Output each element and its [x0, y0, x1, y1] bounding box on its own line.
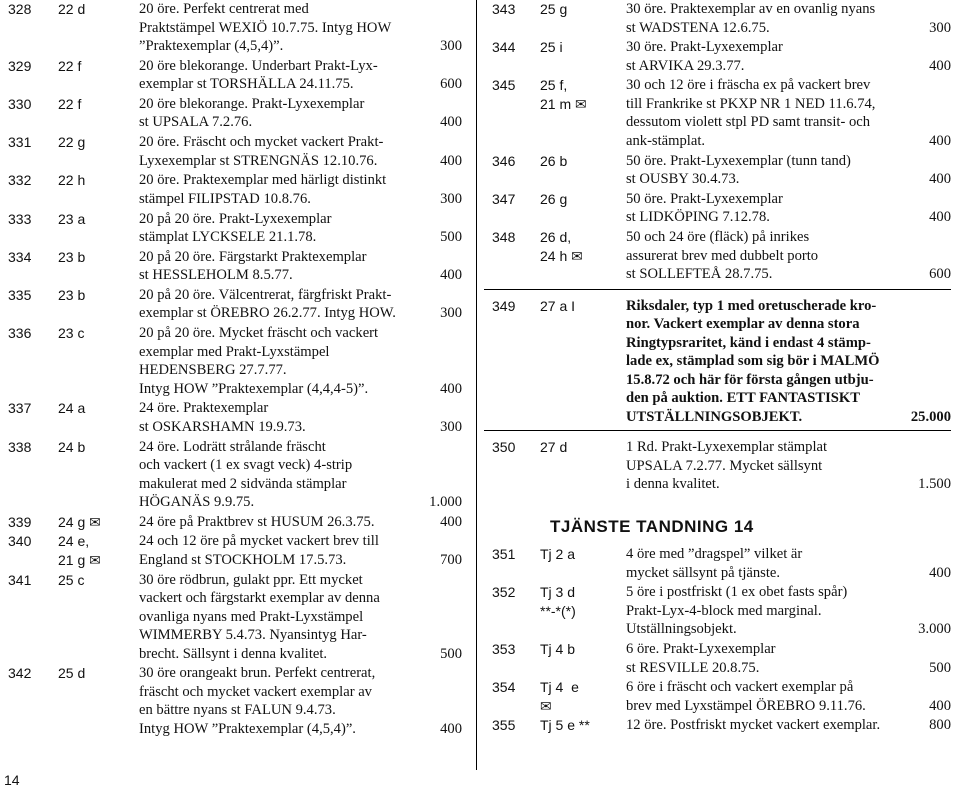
catalog-number: 24 e, 21 g ✉ — [58, 533, 101, 568]
description-line: 20 på 20 öre. Färgstarkt Praktexemplar — [139, 248, 367, 265]
lot-description — [626, 0, 875, 37]
description-line: nor. Vackert exemplar av denna stora — [626, 316, 860, 333]
catalog-number: 24 a — [58, 400, 86, 417]
catalog-number: 23 b — [58, 248, 86, 265]
catalog-number: Tj 5 e ** — [540, 717, 590, 734]
lot-description — [626, 716, 880, 735]
description-line: makulerat med 2 sidvända stämplar — [139, 475, 347, 492]
description-line: st OSKARSHAMN 19.9.73. — [139, 418, 306, 435]
description-line: 20 öre. Fräscht och mycket vackert Prakt- — [139, 134, 384, 151]
description-line: HEDENSBERG 27.7.77. — [139, 362, 287, 379]
description-line: 30 och 12 öre i fräscha ex på vackert brev — [626, 77, 871, 94]
lot-number: 329 — [8, 57, 32, 74]
description-line: England st STOCKHOLM 17.5.73. — [139, 551, 347, 568]
lot-number: 343 — [492, 1, 516, 17]
description-line: st RESVILLE 20.8.75. — [626, 659, 760, 676]
lot-price: 400 — [929, 564, 951, 581]
lot-description — [139, 513, 375, 532]
lot-price: 25.000 — [910, 408, 951, 425]
description-line: 50 öre. Prakt-Lyxexemplar — [626, 190, 783, 207]
catalog-number: 26 g — [540, 190, 568, 207]
catalog-number: Tj 3 d **-*(*) — [540, 584, 576, 619]
lot-number: 330 — [8, 95, 32, 112]
lot-number: 328 — [8, 1, 32, 17]
description-line: 6 öre. Prakt-Lyxexemplar — [626, 641, 776, 657]
lot-price: 800 — [929, 717, 951, 734]
description-line: 20 öre blekorange. Underbart Prakt-Lyx- — [139, 57, 378, 74]
lot-description — [139, 399, 306, 436]
lot-description — [139, 133, 383, 170]
lot-price: 400 — [929, 209, 951, 226]
lot-description — [626, 228, 818, 284]
description-line: Praktstämpel WEXIÖ 10.7.75. Intyg HOW — [139, 19, 392, 36]
description-line: och vackert (1 ex svagt veck) 4-strip — [139, 457, 353, 473]
lot-number: 334 — [8, 248, 32, 265]
catalog-number: 25 d — [58, 665, 86, 682]
lot-description — [139, 210, 332, 247]
description-line: 20 på 20 öre. Mycket fräscht och vackert — [139, 325, 379, 342]
lot-price: 300 — [929, 19, 951, 36]
separator-line — [484, 289, 951, 290]
lot-description — [139, 57, 378, 94]
catalog-number: 25 f, 21 m ✉ — [540, 77, 587, 112]
description-line: 12 öre. Postfriskt mycket vackert exemplar. — [626, 717, 881, 734]
lot-price: 700 — [440, 551, 462, 568]
lot-number: 340 — [8, 533, 32, 550]
description-line: en bättre nyans st FALUN 9.4.73. — [139, 702, 336, 719]
description-line: 5 öre i postfriskt (1 ex obet fasts spår) — [626, 584, 848, 601]
description-line: 15.8.72 och här för första gången utbju- — [626, 371, 874, 388]
description-line: 20 på 20 öre. Prakt-Lyxexemplar — [139, 210, 332, 227]
lot-description — [139, 95, 364, 132]
lot-number: 333 — [8, 210, 32, 227]
description-line: ank-stämplat. — [626, 132, 706, 149]
catalog-number: Tj 4 e ✉ — [540, 679, 579, 714]
catalog-number: 24 b — [58, 438, 86, 455]
lot-number: 345 — [492, 77, 516, 94]
lot-description — [139, 324, 378, 398]
lot-number: 331 — [8, 134, 32, 151]
lot-number: 351 — [492, 546, 516, 563]
description-line: 30 öre rödbrun, gulakt ppr. Ett mycket — [139, 571, 363, 588]
description-line: stämpel FILIPSTAD 10.8.76. — [139, 190, 311, 207]
description-line: 6 öre i fräscht och vackert exemplar på — [626, 679, 854, 696]
lot-number: 344 — [492, 39, 516, 56]
lot-price: 400 — [929, 171, 951, 188]
catalog-number: 26 d, 24 h ✉ — [540, 229, 583, 264]
catalog-number: 27 d — [540, 439, 568, 456]
catalog-number: Tj 2 a — [540, 546, 576, 563]
description-line: Prakt-Lyx-4-block med marginal. — [626, 602, 822, 619]
lot-description — [626, 438, 827, 494]
description-line: st LIDKÖPING 7.12.78. — [626, 209, 770, 226]
description-line: 50 öre. Prakt-Lyxexemplar (tunn tand) — [626, 152, 851, 169]
lot-price: 500 — [440, 645, 462, 662]
lot-description — [139, 571, 380, 664]
lot-description — [139, 664, 375, 738]
separator-line — [484, 430, 951, 431]
description-line: 50 och 24 öre (fläck) på inrikes — [626, 229, 810, 245]
description-line: UPSALA 7.2.77. Mycket sällsynt — [626, 457, 823, 474]
lot-number: 342 — [8, 665, 32, 682]
lot-price: 600 — [929, 266, 951, 282]
description-line: exemplar st TORSHÄLLA 24.11.75. — [139, 76, 354, 93]
lot-price: 400 — [929, 132, 951, 149]
catalog-number: 25 g — [540, 1, 568, 17]
catalog-number: 22 f — [58, 95, 82, 112]
lot-number: 348 — [492, 229, 516, 245]
description-line: 20 öre blekorange. Prakt-Lyxexemplar — [139, 95, 365, 112]
description-line: UTSTÄLLNINGSOBJEKT. — [626, 408, 803, 425]
description-line: 20 öre. Perfekt centrerat med — [139, 1, 309, 17]
description-line: lade ex, stämplad som sig bör i MALMÖ — [626, 353, 880, 370]
lot-price: 600 — [440, 76, 462, 93]
section-title: TJÄNSTE TANDNING 14 — [550, 517, 754, 537]
description-line: 30 öre. Prakt-Lyxexemplar — [626, 39, 783, 56]
lot-price: 400 — [440, 114, 462, 131]
description-line: 4 öre med ”dragspel” vilket är — [626, 546, 803, 563]
lot-number: 354 — [492, 679, 516, 696]
lot-description — [139, 532, 379, 569]
catalog-number: 23 a — [58, 210, 86, 227]
catalog-number: 24 g ✉ — [58, 513, 101, 530]
lot-number: 349 — [492, 297, 516, 314]
lot-price: 400 — [440, 720, 462, 737]
description-line: ”Praktexemplar (4,5,4)”. — [139, 38, 284, 54]
description-line: 24 öre. Lodrätt strålande fräscht — [139, 438, 326, 455]
description-line: 20 på 20 öre. Välcentrerat, färgfriskt Prakt- — [139, 286, 392, 303]
catalog-number: Tj 4 b — [540, 641, 576, 657]
lot-price: 400 — [440, 152, 462, 169]
lot-price: 400 — [440, 380, 462, 397]
lot-number: 338 — [8, 438, 32, 455]
description-line: 30 öre orangeakt brun. Perfekt centrerat, — [139, 665, 376, 682]
description-line: Intyg HOW ”Praktexemplar (4,5,4)”. — [139, 720, 356, 737]
lot-description — [626, 76, 875, 150]
description-line: brev med Lyxstämpel ÖREBRO 9.11.76. — [626, 697, 866, 714]
description-line: st OUSBY 30.4.73. — [626, 171, 740, 188]
lot-price: 400 — [440, 267, 462, 284]
lot-number: 332 — [8, 172, 32, 189]
description-line: exemplar st ÖREBRO 26.2.77. Intyg HOW. — [139, 305, 396, 322]
description-line: WIMMERBY 5.4.73. Nyansintyg Har- — [139, 627, 367, 644]
lot-number: 335 — [8, 286, 32, 303]
lot-description — [139, 438, 352, 512]
lot-description — [139, 171, 386, 208]
lot-description — [626, 583, 847, 639]
lot-number: 336 — [8, 325, 32, 342]
lot-price: 500 — [440, 229, 462, 245]
description-line: 24 och 12 öre på mycket vackert brev till — [139, 533, 379, 550]
lot-number: 350 — [492, 439, 516, 456]
catalog-number: 22 d — [58, 1, 86, 17]
description-line: brecht. Sällsynt i denna kvalitet. — [139, 645, 328, 662]
description-line: ovanliga nyans med Prakt-Lyxstämpel — [139, 608, 364, 625]
description-line: Lyxexemplar st STRENGNÄS 12.10.76. — [139, 152, 378, 169]
lot-description — [626, 678, 866, 715]
catalog-number: 27 a I — [540, 297, 576, 314]
lot-price: 400 — [440, 513, 462, 530]
lot-price: 500 — [929, 659, 951, 676]
description-line: vackert och färgstarkt exemplar av denna — [139, 590, 380, 607]
catalog-number: 23 c — [58, 325, 85, 342]
lot-description — [139, 286, 396, 323]
lot-number: 339 — [8, 513, 32, 530]
description-line: till Frankrike st PKXP NR 1 NED 11.6.74, — [626, 95, 876, 112]
catalog-number: 25 i — [540, 39, 563, 56]
description-line: fräscht och mycket vackert exemplar av — [139, 683, 372, 700]
lot-price: 300 — [440, 305, 462, 322]
description-line: st SOLLEFTEÅ 28.7.75. — [626, 266, 773, 282]
lot-number: 355 — [492, 717, 516, 734]
description-line: 30 öre. Praktexemplar av en ovanlig nyans — [626, 1, 876, 17]
lot-price: 400 — [929, 697, 951, 714]
lot-number: 341 — [8, 571, 32, 588]
lot-description — [139, 0, 391, 56]
lot-price: 300 — [440, 190, 462, 207]
lot-price: 400 — [929, 57, 951, 74]
description-line: 24 öre. Praktexemplar — [139, 400, 269, 417]
description-line: 24 öre på Praktbrev st HUSUM 26.3.75. — [139, 513, 375, 530]
catalog-number: 22 h — [58, 172, 86, 189]
description-line: i denna kvalitet. — [626, 476, 720, 493]
description-line: HÖGANÄS 9.9.75. — [139, 494, 255, 510]
lot-description — [139, 248, 367, 285]
lot-description — [626, 190, 783, 227]
description-line: st UPSALA 7.2.76. — [139, 114, 253, 131]
description-line: Utställningsobjekt. — [626, 621, 737, 638]
description-line: st HESSLEHOLM 8.5.77. — [139, 267, 293, 284]
catalog-number: 26 b — [540, 152, 568, 169]
lot-price: 300 — [440, 418, 462, 435]
lot-number: 337 — [8, 400, 32, 417]
lot-number: 347 — [492, 190, 516, 207]
lot-description — [626, 297, 880, 427]
description-line: 1 Rd. Prakt-Lyxexemplar stämplat — [626, 439, 828, 456]
lot-price: 1.000 — [429, 494, 462, 510]
catalog-number: 23 b — [58, 286, 86, 303]
lot-description — [626, 152, 851, 189]
lot-description — [626, 38, 783, 75]
lot-price: 1.500 — [918, 476, 951, 493]
description-line: Ringtypsraritet, känd i endast 4 stämp- — [626, 334, 871, 351]
lot-price: 300 — [440, 38, 462, 54]
description-line: Riksdaler, typ 1 med oretuscherade kro- — [626, 297, 877, 314]
description-line: exemplar med Prakt-Lyxstämpel — [139, 343, 330, 360]
page-number: 14 — [4, 772, 20, 788]
lot-number: 352 — [492, 584, 516, 601]
lot-number: 346 — [492, 152, 516, 169]
description-line: mycket sällsynt på tjänste. — [626, 564, 781, 581]
lot-price: 3.000 — [918, 621, 951, 638]
description-line: st ARVIKA 29.3.77. — [626, 57, 745, 74]
description-line: dessutom violett stpl PD samt transit- och — [626, 114, 871, 131]
lot-description — [626, 545, 802, 582]
description-line: stämplat LYCKSELE 21.1.78. — [139, 229, 317, 245]
catalog-number: 25 c — [58, 571, 85, 588]
description-line: Intyg HOW ”Praktexemplar (4,4,4-5)”. — [139, 380, 369, 397]
description-line: st WADSTENA 12.6.75. — [626, 19, 770, 36]
catalog-number: 22 f — [58, 57, 82, 74]
catalog-number: 22 g — [58, 134, 86, 151]
description-line: assurerat brev med dubbelt porto — [626, 247, 819, 264]
lot-number: 353 — [492, 641, 516, 657]
column-divider — [476, 0, 477, 770]
description-line: den på auktion. ETT FANTASTISKT — [626, 390, 860, 407]
description-line: 20 öre. Praktexemplar med härligt distinkt — [139, 172, 387, 189]
lot-description — [626, 640, 776, 677]
